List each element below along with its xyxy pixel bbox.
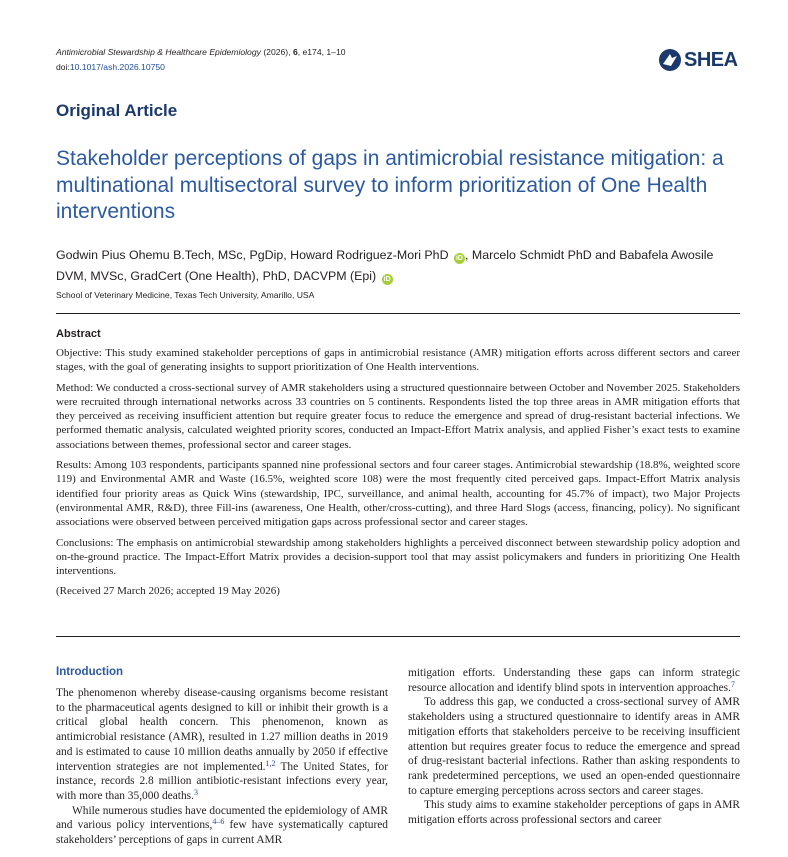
shea-logo-icon [658, 48, 682, 72]
body-text: few have systematically captured stakeholders’ perceptions of gaps in current AMR [56, 819, 388, 847]
article-title: Stakeholder perceptions of gaps in antimicrobial resistance mitigation: a multinational multisectoral survey to inform prioritization of One Health interventions [56, 147, 724, 223]
body-column-right [408, 666, 740, 828]
journal-citation [56, 47, 346, 57]
body-paragraph [408, 666, 740, 695]
abstract-conclusions: Conclusions: The emphasis on antimicrobial stewardship among stakeholders highlights a perceived disconnect between stewardship policy adoption and on-the-ground practice. The Impact-Effort Matrix provides a decision-support tool that may assist policymakers and funders in prioritizing One Health interventions. [56, 536, 740, 578]
reference-link[interactable]: 3 [193, 787, 198, 797]
author-names-3: DVM, MVSc, GradCert (One Health), PhD, DACVPM (Epi) [56, 269, 377, 283]
body-text: The United States, for instance, records 2.8 million antibiotic-resistant infections every year, with more than 35,000 deaths. [56, 760, 388, 802]
body-text: mitigation efforts. Understanding these gaps can inform strategic resource allocation and identify blind spots in intervention approaches. [408, 667, 740, 694]
doi-link[interactable]: 10.1017/ash.2026.10750 [69, 62, 165, 72]
body-paragraph [56, 804, 388, 848]
body-paragraph [56, 686, 388, 804]
abstract-results: Results: Among 103 respondents, participants spanned nine professional sectors and four career stages. Antimicrobial stewardship (18.8%, weighted score 119) and Environmental AMR and Waste (16.5%, weighted score 108) were the most frequently cited perceived gaps. Impact-Effort Matrix analysis identified four priority areas as Quick Wins (stewardship, IPC, surveillance, and animal health, accounting for 45.7% of impact), two Major Projects (environmental AMR, R&D), three Fill-ins (awareness, One Health, other/cross-cutting), and three Hard Slogs (access, financing, policy). No significant associations were observed between perceived mitigation gaps across professional sector and career stages. [56, 459, 740, 529]
divider [56, 313, 740, 314]
abstract-heading: Abstract [56, 328, 101, 340]
body-column-left [56, 686, 388, 848]
affiliation: School of Veterinary Medicine, Texas Tech University, Amarillo, USA [56, 290, 315, 300]
orcid-icon[interactable]: iD [383, 276, 391, 283]
abstract-body [56, 346, 740, 605]
shea-logo[interactable] [658, 47, 744, 73]
section-heading-introduction: Introduction [56, 666, 124, 678]
abstract-method: Method: We conducted a cross-sectional survey of AMR stakeholders using a structured questionnaire between October and November 2025. Stakeholders were recruited through international networks across 33 countries on 5 continents. Respondents listed the top three areas in AMR mitigation efforts that they perceived as receiving insufficient attention but require greater focus to reduce the emergence and spread of drug-resistant bacterial infections. We performed thematic analysis, calculated weighted priority scores, conducted an Impact-Effort Matrix analysis, and applied Fisher’s exact tests to examine associations between themes, professional sector and career stages. [56, 381, 740, 451]
journal-name: Antimicrobial Stewardship & Healthcare Epidemiology [56, 47, 261, 57]
received-dates: (Received 27 March 2026; accepted 19 May 2026) [56, 585, 280, 598]
journal-article-range: , e174, 1–10 [297, 47, 346, 57]
body-paragraph: This study aims to examine stakeholder perceptions of gaps in AMR mitigation efforts across professional sectors and career [408, 799, 740, 827]
reference-link[interactable]: 4–6 [212, 817, 225, 827]
journal-year: (2026), [263, 47, 291, 57]
article-type: Original Article [56, 101, 178, 120]
body-text: The phenomenon whereby disease-causing organisms become resistant to the pharmaceutical agents designed to kill or inhibit their growth is a critical global health concern. This phenomenon, known as antimicrobial resistance (AMR), resulted in 1.27 million deaths in 2019 and is estimated to cause 10 million deaths annually by 2050 if effective intervention strategies are not implemented. [56, 687, 388, 773]
body-paragraph: To address this gap, we conducted a cross-sectional survey of AMR stakeholders using a structured questionnaire to identify areas in AMR mitigation efforts that stakeholders perceive to be receiving insufficient attention but requires greater focus to reduce the emergence and spread of drug-resistant bacterial infections. Rather than asking respondents to rank predetermined perceptions, we used an open-ended questionnaire to capture emerging perceptions across sectors and career stages. [408, 696, 740, 797]
shea-logo-text: SHEA [684, 48, 738, 71]
body-text: While numerous studies have documented the epidemiology of AMR and various policy interventions, [56, 804, 388, 832]
author-names-1: Godwin Pius Ohemu B.Tech, MSc, PgDip, Howard Rodriguez-Mori PhD [56, 248, 449, 262]
orcid-icon[interactable]: iD [455, 255, 463, 262]
doi-line [56, 62, 165, 72]
reference-link[interactable]: 7 [730, 679, 735, 689]
reference-link[interactable]: 1,2 [265, 758, 276, 768]
doi-label: doi: [56, 62, 70, 72]
journal-volume: 6 [292, 47, 298, 57]
author-list [56, 245, 746, 287]
divider [56, 636, 740, 637]
abstract-objective: Objective: This study examined stakeholder perceptions of gaps in antimicrobial resistance (AMR) mitigation efforts across different sectors and career stages, with the goal of generating insights to support prioritization of One Health interventions. [56, 347, 740, 374]
author-names-2: , Marcelo Schmidt PhD and Babafela Awosile [464, 248, 714, 262]
